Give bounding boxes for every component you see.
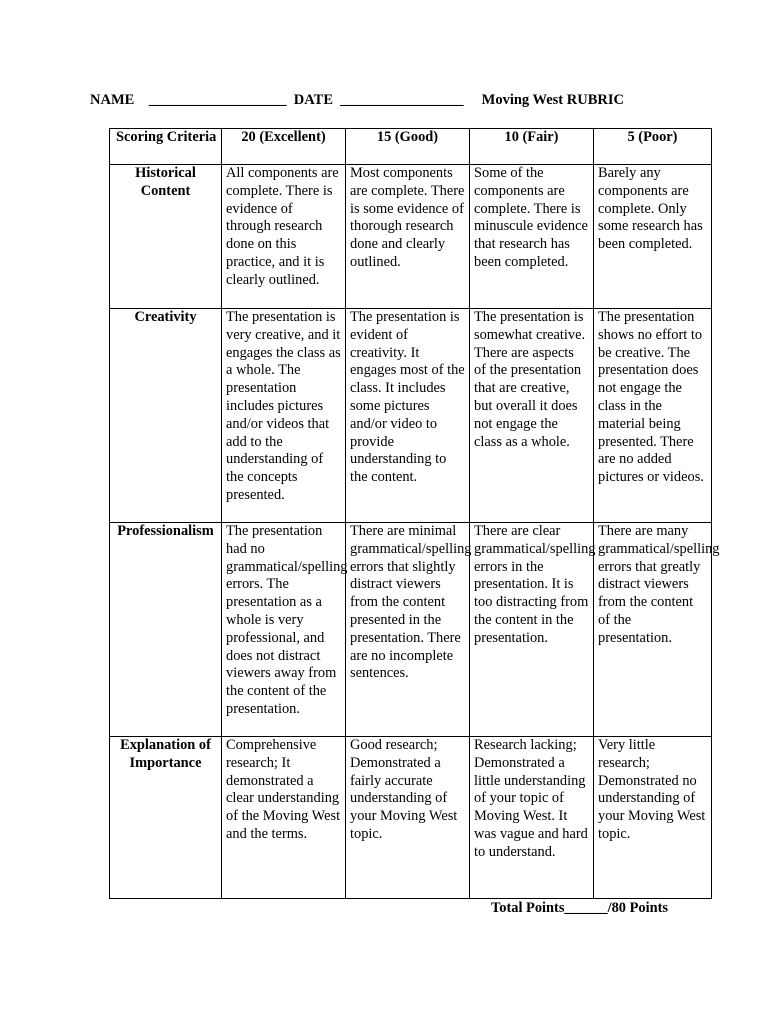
column-header-excellent: 20 (Excellent) — [222, 129, 346, 165]
table-cell: Barely any components are complete. Only some research has been completed. — [594, 165, 712, 309]
table-cell: The presentation shows no effort to be creative. The presentation does not engage the class in the material being presented. There are no added pictures or videos. — [594, 309, 712, 523]
table-cell: There are minimal grammatical/spelling errors that slightly distract viewers from the content presented in the presentation. There are no incomplete sentences. — [346, 523, 470, 737]
table-cell: There are clear grammatical/spelling errors in the presentation. It is too distracting from the content in the presentation. — [470, 523, 594, 737]
table-cell: The presentation had no grammatical/spelling errors. The presentation as a whole is very professional, and does not distract viewers away from the content of the presentation. — [222, 523, 346, 737]
column-header-fair: 10 (Fair) — [470, 129, 594, 165]
column-header-poor: 5 (Poor) — [594, 129, 712, 165]
header-row — [110, 129, 712, 165]
total-points: Total Points______/80 Points — [491, 900, 668, 916]
table-row — [110, 309, 712, 523]
table-cell: There are many grammatical/spelling errors that greatly distract viewers from the content of the presentation. — [594, 523, 712, 737]
table-cell: Comprehensive research; It demonstrated a clear understanding of the Moving West and the terms. — [222, 737, 346, 899]
table-cell: The presentation is somewhat creative. There are aspects of the presentation that are creative, but overall it does not engage the class as a whole. — [470, 309, 594, 523]
rubric-header: NAME ___________________ DATE _________________ Moving West RUBRIC — [90, 92, 624, 108]
table-cell: The presentation is evident of creativity. It engages most of the class. It includes some pictures and/or video to provide understanding to the content. — [346, 309, 470, 523]
table-row — [110, 165, 712, 309]
criterion-explanation-of-importance: Explanation of Importance — [110, 737, 222, 899]
table-cell: Research lacking; Demonstrated a little understanding of your topic of Moving West. It was vague and hard to understand. — [470, 737, 594, 899]
column-header-good: 15 (Good) — [346, 129, 470, 165]
table-cell: Good research; Demonstrated a fairly accurate understanding of your Moving West topic. — [346, 737, 470, 899]
table-row — [110, 737, 712, 899]
rubric-table — [109, 128, 720, 899]
table-cell: The presentation is very creative, and it engages the class as a whole. The presentation includes pictures and/or videos that add to the understanding of the concepts presented. — [222, 309, 346, 523]
table-cell: Most components are complete. There is some evidence of thorough research done and clearly outlined. — [346, 165, 470, 309]
table-cell: Very little research; Demonstrated no understanding of your Moving West topic. — [594, 737, 712, 899]
column-header-criteria: Scoring Criteria — [110, 129, 222, 165]
criterion-historical-content: Historical Content — [110, 165, 222, 309]
criterion-professionalism: Professionalism — [110, 523, 222, 737]
criterion-creativity: Creativity — [110, 309, 222, 523]
table-cell: All components are complete. There is evidence of through research done on this practice, and it is clearly outlined. — [222, 165, 346, 309]
table-cell: Some of the components are complete. There is minuscule evidence that research has been completed. — [470, 165, 594, 309]
table-row — [110, 523, 712, 737]
